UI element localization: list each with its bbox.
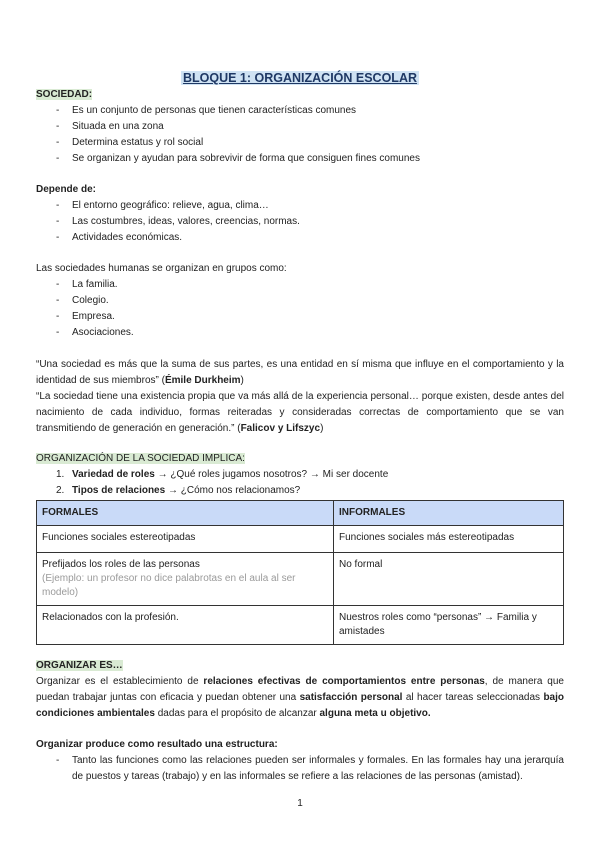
grupos-list [56,277,134,341]
list-item: - Colegio. [56,293,134,309]
list-item: - La familia. [56,277,134,293]
cell-note: (Ejemplo: un profesor no dice palabrotas en el aula al ser modelo) [42,573,296,598]
list-item: - El entorno geográfico: relieve, agua, clima… [56,198,300,214]
list-item: - Se organizan y ayudan para sobrevivir de forma que consiguen fines comunes [56,151,420,167]
table-row [37,526,564,553]
table-row [37,606,564,645]
table-cell: Nuestros roles como “personas” → Familia y amistades [334,606,564,645]
table-header-row [37,501,564,526]
table-cell: Funciones sociales estereotipadas [37,526,334,553]
column-header-formales: FORMALES [37,501,334,526]
organizar-heading: ORGANIZAR ES… [36,660,123,671]
table-cell: Funciones sociales más estereotipadas [334,526,564,553]
list-item: - Situada en una zona [56,119,420,135]
estructura-heading: Organizar produce como resultado una estructura: [36,739,278,750]
table-cell: No formal [334,553,564,606]
column-header-informales: INFORMALES [334,501,564,526]
sociedad-list [56,103,420,167]
implica-list [56,467,388,499]
table-row [37,553,564,606]
table-cell: Prefijados los roles de las personas (Ejemplo: un profesor no dice palabrotas en el aula al ser modelo) [37,553,334,606]
list-item: - Las costumbres, ideas, valores, creencias, normas. [56,214,300,230]
list-item: - Asociaciones. [56,325,134,341]
list-item: - Empresa. [56,309,134,325]
implica-heading: ORGANIZACIÓN DE LA SOCIEDAD IMPLICA: [36,453,245,464]
list-item: 2. Tipos de relaciones → ¿Cómo nos relacionamos? [56,485,301,496]
list-item: - Actividades económicas. [56,230,300,246]
list-item: 1. Variedad de roles → ¿Qué roles jugamos nosotros? → Mi ser docente [56,469,389,480]
depende-list [56,198,300,246]
page-title: BLOQUE 1: ORGANIZACIÓN ESCOLAR [182,71,418,85]
sociedad-heading: SOCIEDAD: [36,89,93,100]
list-item: - Determina estatus y rol social [56,135,420,151]
quote-durkheim: “Una sociedad es más que la suma de sus partes, es una entidad en sí misma que influye en el comportamiento y la identidad de sus miembros” (Émile Durkheim) [36,359,564,386]
grupos-intro: Las sociedades humanas se organizan en grupos como: [36,263,287,274]
estructura-item: - Tanto las funciones como las relaciones pueden ser informales y formales. En las formales hay una jerarquía de puestos y tareas (trabajo) y en las informales se refiere a las relaciones de las personas (amistad). [56,755,564,782]
quote-falicov: “La sociedad tiene una existencia propia que va más allá de la experiencia personal… porque existen, desde antes del nacimiento de cada individuo, formas reiteradas y consideradas correctas de comportamiento que se van transmitiendo de generación en generación.” (Falicov y Lifszyc) [36,391,564,434]
page-number: 1 [297,798,303,809]
list-item: - Es un conjunto de personas que tienen características comunes [56,103,420,119]
depende-heading: Depende de: [36,184,97,195]
roles-table [36,500,564,645]
table-cell: Relacionados con la profesión. [37,606,334,645]
organizar-paragraph: Organizar es el establecimiento de relaciones efectivas de comportamientos entre personas, de manera que puedan trabajar juntas con eficacia y puedan obtener una satisfacción personal al hacer tareas seleccionadas bajo condiciones ambientales dadas para el propósito de alcanzar alguna meta u objetivo. [36,676,565,719]
